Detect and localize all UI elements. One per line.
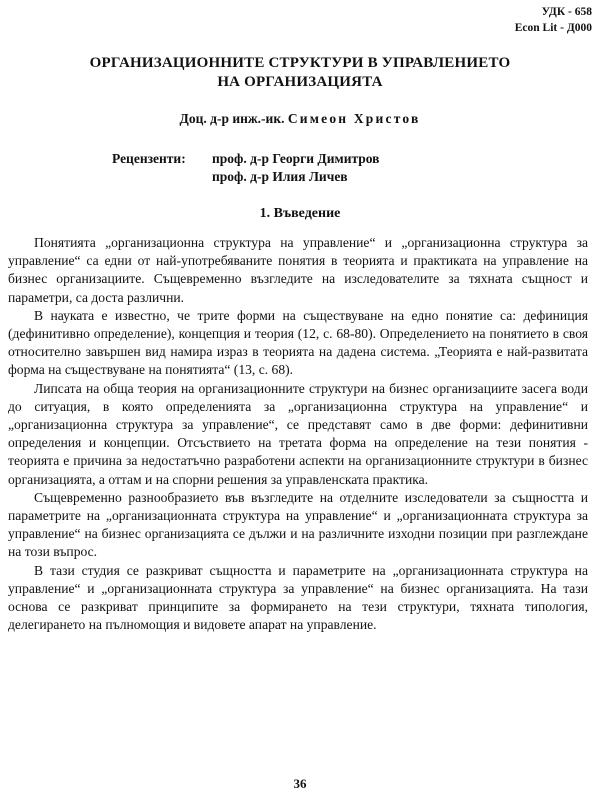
- page-number: 36: [293, 776, 307, 791]
- title-line-1: ОРГАНИЗАЦИОННИТЕ СТРУКТУРИ В УПРАВЛЕНИЕТО: [89, 55, 511, 71]
- reviewers-block: [112, 150, 379, 186]
- econ-lit-code: Econ Lit - Д000: [514, 22, 592, 34]
- paragraph: Липсата на обща теория на организационните структури на бизнес организациите засега води до ситуация, в която определенията за „организационна структура на управление“ и „организационна структура за управление“, се представят само в две форми: дефинитивни определения и концепции. Отсъствието на третата форма на определение на тези понятия - теорията е причина за недостатъчно разработени аспекти на организационните структури в бизнес организацията, а оттам и на спорни решения за управленската практика.: [8, 380, 588, 487]
- author-line: [0, 110, 600, 128]
- paragraph: Понятията „организационна структура на управление“ и „организационна структура за управление“ са едни от най-употребяваните понятия в теорията и практиката на управление на бизнес организациите. Същевременно възгледите на изследователите за тяхната същност и параметри, са доста различни.: [8, 235, 588, 305]
- udk-code: УДК - 658: [541, 6, 592, 18]
- reviewer-name: проф. д-р Илия Личев: [212, 169, 348, 184]
- paragraph: В науката е известно, че трите форми на съществуване на едно понятие са: дефиниция (дефинитивно определение), концепция и теория (12, с. 68-80). Определението на понятието в своя относително завършен вид намира израз в теорията на дадена система. „Теорията е най-развитата форма на съществуване на понятията“ (13, с. 68).: [8, 307, 588, 378]
- title-line-2: НА ОРГАНИЗАЦИЯТА: [217, 74, 383, 90]
- reviewer-name: проф. д-р Георги Димитров: [212, 151, 380, 166]
- body-text: [8, 234, 588, 634]
- author-name: Симеон Христов: [287, 111, 421, 126]
- reviewers-label: Рецензенти:: [112, 151, 186, 166]
- author-prefix: Доц. д-р инж.-ик.: [179, 111, 285, 126]
- classification-codes: [515, 4, 592, 36]
- paper-title: [20, 54, 580, 92]
- paragraph: Същевременно разнообразието във възгледите на отделните изследователи за същността и параметрите на „организационната структура на управление“ и „организационната структура за управление“ на бизнес организацията се дължи и на различните изходни позиции при разглеждане на този въпрос.: [8, 489, 588, 560]
- paragraph: В тази студия се разкриват същността и параметрите на „организационната структура на управление“ и „организационната структура за управление“ на бизнес организацията. На тази основа се разкриват принципите за формирането на тези структури, тяхната типология, делегирането на пълномощия и видовете апарат на управление.: [8, 562, 588, 633]
- section-heading: 1. Въведение: [259, 206, 341, 221]
